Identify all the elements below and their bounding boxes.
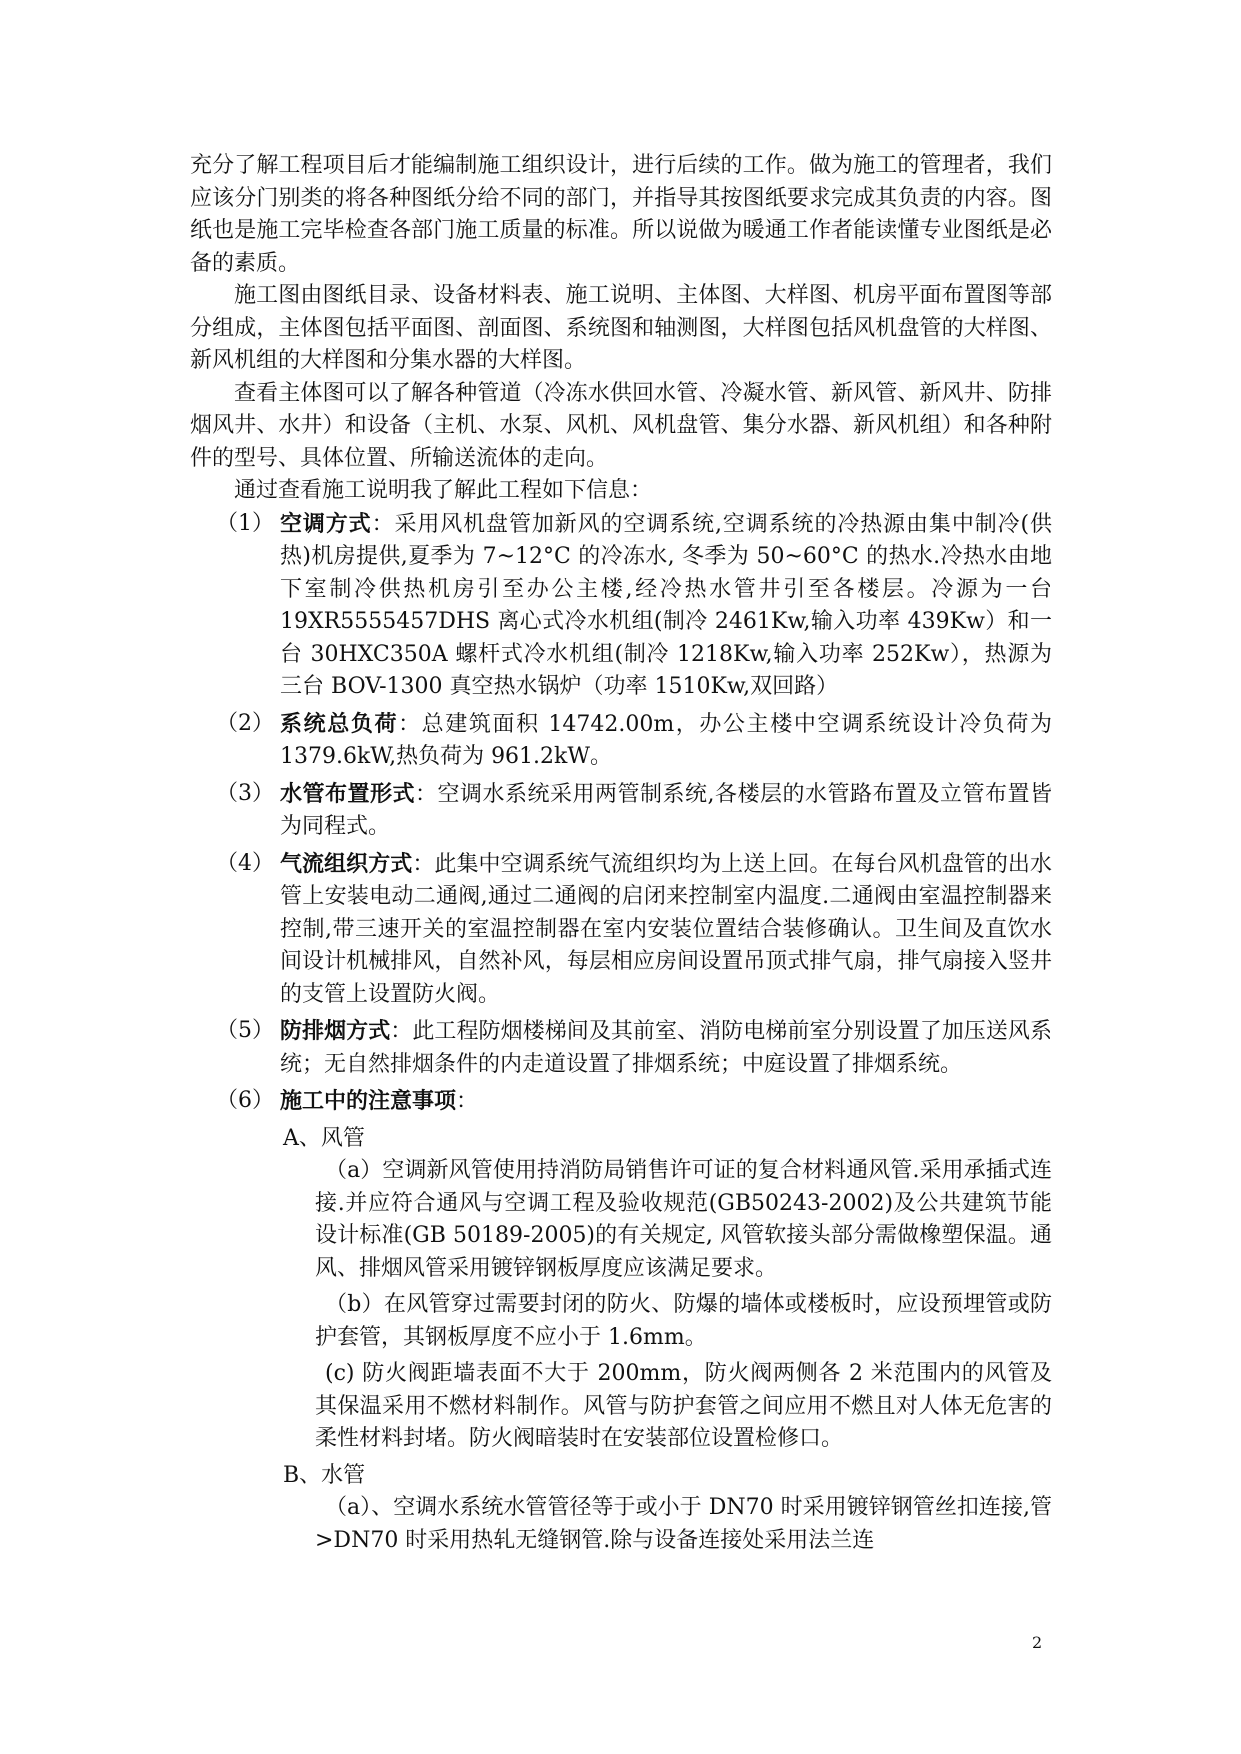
section-a-paragraph: (c) 防火阀距墙表面不大于 200mm，防火阀两侧各 2 米范围内的风管及其保温采用不燃材料制作。风管与防护套管之间应用不燃且对人体无危害的柔性材料封堵。防火阀暗装时在安装部位设置检修口。	[315, 1361, 1052, 1451]
list-item-number: （5）	[216, 1018, 274, 1043]
list-item-text: ：	[456, 1089, 479, 1114]
list-item-title: 气流组织方式	[280, 850, 413, 877]
list-item-title: 系统总负荷	[280, 710, 399, 737]
list-item-body	[280, 778, 1052, 844]
list-item-title: 施工中的注意事项	[280, 1088, 457, 1114]
list-item	[190, 708, 1052, 774]
list-item-body	[280, 508, 1052, 704]
list-item-body	[280, 708, 1052, 774]
list-item-title: 防排烟方式	[280, 1018, 391, 1044]
section-b-paragraph: （a）、空调水系统水管管径等于或小于 DN70 时采用镀锌钢管丝扣连接,管>DN70 时采用热轧无缝钢管.除与设备连接处采用法兰连	[315, 1495, 1052, 1553]
section-a-paragraph: （b）在风管穿过需要封闭的防火、防爆的墙体或楼板时，应设预埋管或防护套管，其钢板厚度不应小于 1.6mm。	[315, 1292, 1052, 1350]
list-item	[190, 1085, 1052, 1119]
list-item-body	[280, 1015, 1052, 1081]
drawings-composition-paragraph: 施工图由图纸目录、设备材料表、施工说明、主体图、大样图、机房平面布置图等部分组成，主体图包括平面图、剖面图、系统图和轴测图，大样图包括风机盘管的大样图、新风机组的大样图和分集水器的大样图。	[190, 283, 1052, 373]
main-drawing-paragraph: 查看主体图可以了解各种管道（冷冻水供回水管、冷凝水管、新风管、新风井、防排烟风井、水井）和设备（主机、水泵、风机、风机盘管、集分水器、新风机组）和各种附件的型号、具体位置、所输送流体的走向。	[190, 380, 1052, 471]
list-item-body	[280, 848, 1052, 1012]
list-item-number: （2）	[216, 710, 274, 736]
page-number: 2	[1032, 1633, 1043, 1652]
list-item-number: （3）	[216, 780, 274, 806]
list-item	[190, 778, 1052, 844]
list-item	[190, 1015, 1052, 1081]
list-item-text: ：此集中空调系统气流组织均为上送上回。在每台风机盘管的出水管上安装电动二通阀,通过二通阀的启闭来控制室内温度.二通阀由室温控制器来控制,带三速开关的室温控制器在室内安装位置结合装修确认。卫生间及直饮水间设计机械排风，自然补风，每层相应房间设置吊顶式排气扇，排气扇接入竖井的支管上设置防火阀。	[280, 851, 1052, 1007]
list-item-number: （4）	[216, 850, 274, 876]
section-a-heading: A、风管	[283, 1125, 365, 1151]
section-b-heading: B、水管	[283, 1462, 366, 1488]
list-item-text: ：采用风机盘管加新风的空调系统,空调系统的冷热源由集中制冷(供热)机房提供,夏季为 7~12°C 的冷冻水, 冬季为 50~60°C 的热水.冷热水由地下室制冷供热机房引至办公主楼,经冷热水管井引至各楼层。冷源为一台 19XR5555457DHS 离心式冷水机组(制冷 2461Kw,输入功率 439Kw）和一台 30HXC350A 螺杆式冷水机组(制冷 1218Kw,输入功率 252Kw），热源为三台 BOV-1300 真空热水锅炉（功率 1510Kw,双回路）	[280, 511, 1052, 699]
list-item-body	[280, 1085, 1052, 1119]
list-item-text: ：空调水系统采用两管制系统,各楼层的水管路布置及立管布置皆为同程式。	[280, 781, 1052, 839]
list-item-text: ：此工程防烟楼梯间及其前室、消防电梯前室分别设置了加压送风系统；无自然排烟条件的内走道设置了排烟系统；中庭设置了排烟系统。	[280, 1019, 1052, 1077]
list-item-title: 空调方式	[280, 510, 372, 537]
section-a-paragraph: （a）空调新风管使用持消防局销售许可证的复合材料通风管.采用承插式连接.并应符合通风与空调工程及验收规范(GB50243-2002)及公共建筑节能设计标准(GB 50189-2005)的有关规定, 风管软接头部分需做橡塑保温。通风、排烟风管采用镀锌钢板厚度应该满足要求。	[315, 1158, 1052, 1281]
intro-paragraph: 充分了解工程项目后才能编制施工组织设计，进行后续的工作。做为施工的管理者，我们应该分门别类的将各种图纸分给不同的部门，并指导其按图纸要求完成其负责的内容。图纸也是施工完毕检查各部门施工质量的标准。所以说做为暖通工作者能读懂专业图纸是必备的素质。	[190, 153, 1052, 276]
list-item-title: 水管布置形式	[280, 780, 415, 807]
list-item-text: ：总建筑面积 14742.00m，办公主楼中空调系统设计冷负荷为 1379.6kW,热负荷为 961.2kW。	[280, 711, 1052, 769]
list-item-number: （1）	[216, 510, 274, 536]
list-item	[190, 508, 1052, 704]
construction-notes-intro: 通过查看施工说明我了解此工程如下信息：	[234, 478, 653, 503]
list-item	[190, 848, 1052, 1012]
list-item-number: （6）	[216, 1088, 274, 1113]
document-body	[190, 150, 1052, 1561]
